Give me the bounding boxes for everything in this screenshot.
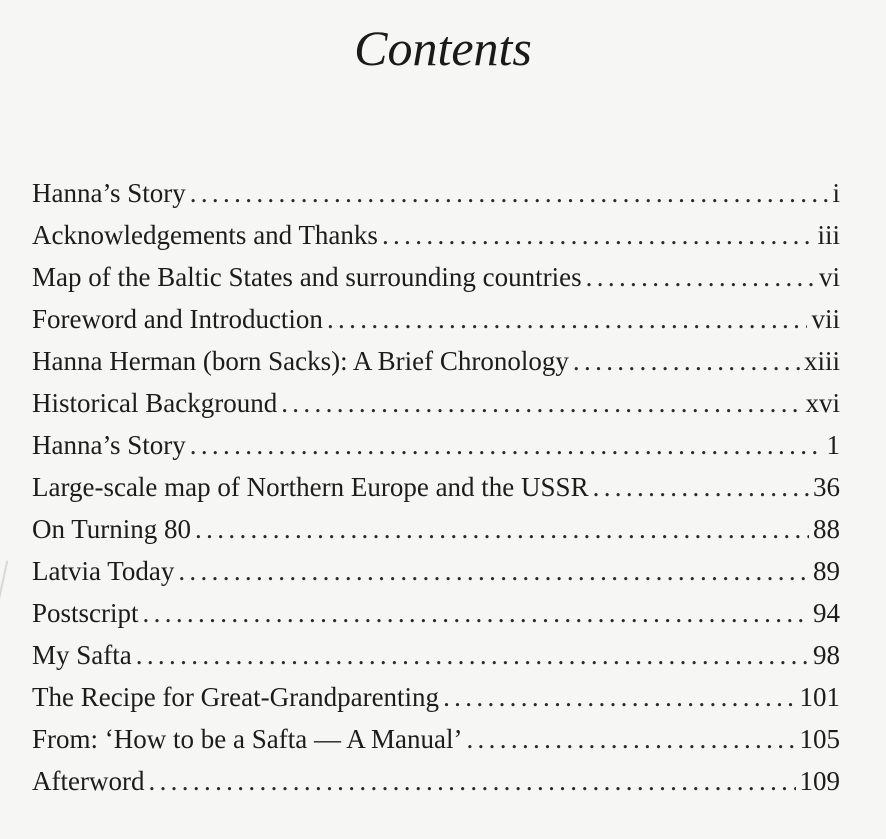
entry-title: Latvia Today (32, 556, 175, 586)
entry-page-number: vi (818, 262, 840, 292)
dot-leader (466, 718, 795, 760)
entry-title: On Turning 80 (32, 514, 192, 544)
entry-title: Historical Background (32, 388, 278, 418)
entry-page-number: vii (811, 304, 840, 334)
entry-title: The Recipe for Great-Grandparenting (32, 682, 440, 712)
contents-heading: Contents (354, 20, 532, 76)
entry-page-number: 109 (799, 766, 840, 796)
entry-title: From: ‘How to be a Safta — A Manual’ (32, 724, 463, 754)
entry-title: Foreword and Introduction (32, 304, 323, 334)
dot-leader (190, 424, 823, 466)
dot-leader (136, 634, 809, 676)
toc-entry (32, 340, 840, 382)
entry-title: Postscript (32, 598, 139, 628)
dot-leader (148, 760, 795, 802)
entry-page-number: 98 (813, 640, 840, 670)
toc-entry (32, 760, 840, 802)
entry-page-number: 101 (799, 682, 840, 712)
dot-leader (593, 466, 809, 508)
toc-entry (32, 634, 840, 676)
toc-entry (32, 298, 840, 340)
entry-page-number: 89 (813, 556, 840, 586)
entry-page-number: xiii (803, 346, 840, 376)
toc-entry (32, 382, 840, 424)
entry-title: Acknowledgements and Thanks (32, 220, 378, 250)
dot-leader (573, 340, 800, 382)
dot-leader (190, 172, 829, 214)
dot-leader (178, 550, 809, 592)
toc-entry (32, 676, 840, 718)
entry-title: My Safta (32, 640, 132, 670)
toc-entry (32, 172, 840, 214)
entry-page-number: 105 (799, 724, 840, 754)
entry-page-number: iii (817, 220, 840, 250)
entry-title: Map of the Baltic States and surrounding countries (32, 262, 582, 292)
dot-leader (382, 214, 814, 256)
dot-leader (327, 298, 808, 340)
dot-leader (586, 256, 815, 298)
dot-leader (443, 676, 795, 718)
entry-title: Large-scale map of Northern Europe and the USSR (32, 472, 589, 502)
entry-page-number: 1 (826, 430, 840, 460)
entry-page-number: 94 (813, 598, 840, 628)
entry-page-number: 88 (813, 514, 840, 544)
dot-leader (143, 592, 809, 634)
entry-title: Hanna’s Story (32, 430, 186, 460)
toc-entry (32, 466, 840, 508)
entry-title: Hanna’s Story (32, 178, 186, 208)
toc-entry (32, 592, 840, 634)
entry-page-number: xvi (805, 388, 840, 418)
table-of-contents (32, 172, 840, 802)
entry-page-number: 36 (813, 472, 840, 502)
dot-leader (281, 382, 801, 424)
toc-entry (32, 550, 840, 592)
toc-entry (32, 214, 840, 256)
toc-entry (32, 718, 840, 760)
toc-entry (32, 256, 840, 298)
entry-title: Afterword (32, 766, 145, 796)
entry-page-number: i (832, 178, 840, 208)
entry-title: Hanna Herman (born Sacks): A Brief Chronology (32, 346, 569, 376)
toc-entry (32, 424, 840, 466)
dot-leader (195, 508, 809, 550)
page-edge-mark (0, 560, 8, 619)
toc-entry (32, 508, 840, 550)
